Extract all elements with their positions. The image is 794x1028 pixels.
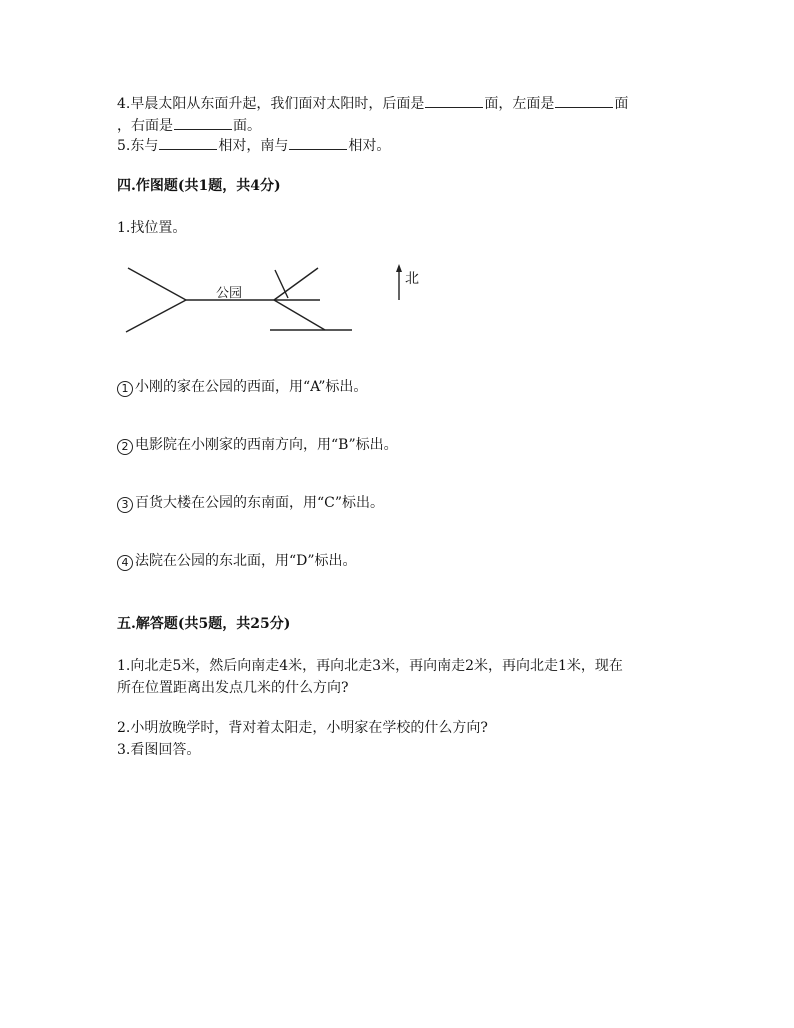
- answer-blank[interactable]: [425, 93, 483, 108]
- q5-text-2: 相对，南与: [218, 138, 289, 154]
- circled-number: 4: [117, 555, 133, 571]
- section-5-question-2: 2.小明放晚学时，背对着太阳走，小明家在学校的什么方向?: [117, 720, 488, 736]
- question-4-line-1: [117, 93, 628, 114]
- section-5-question-3: 3.看图回答。: [117, 742, 201, 758]
- road-northwest: [128, 268, 186, 300]
- circled-number: 1: [117, 381, 133, 397]
- q4-text-3: 面: [614, 96, 629, 112]
- instruction-text: 百货大楼在公园的东南面，用“C”标出。: [135, 495, 385, 511]
- instruction-text: 电影院在小刚家的西南方向，用“B”标出。: [135, 437, 398, 453]
- answer-blank[interactable]: [555, 93, 613, 108]
- section-4-title: 四.作图题(共1题，共4分): [117, 178, 281, 194]
- answer-blank[interactable]: [174, 115, 232, 130]
- north-arrow-icon: [396, 264, 402, 272]
- road-southwest: [126, 300, 186, 332]
- q5-text-1: 5.东与: [117, 138, 159, 154]
- instruction-3: [117, 493, 384, 513]
- instruction-1: [117, 377, 367, 397]
- section-5-question-1-line-1: 1.向北走5米，然后向南走4米，再向北走3米，再向南走2米，再向北走1米，现在: [117, 658, 623, 674]
- instruction-4: [117, 551, 357, 571]
- q5-text-3: 相对。: [348, 138, 391, 154]
- q4-text-2: 面，左面是: [484, 96, 555, 112]
- circled-number: 2: [117, 439, 133, 455]
- circled-number: 3: [117, 497, 133, 513]
- answer-blank[interactable]: [289, 135, 347, 150]
- q4-text-1: 4.早晨太阳从东面升起，我们面对太阳时，后面是: [117, 96, 425, 112]
- question-4-line-2: [117, 115, 261, 136]
- section-4-question-1: 1.找位置。: [117, 220, 187, 236]
- north-label: 北: [405, 271, 419, 287]
- answer-blank[interactable]: [159, 135, 217, 150]
- section-5-question-1-line-2: 所在位置距离出发点几米的什么方向?: [117, 680, 349, 696]
- instruction-2: [117, 435, 398, 455]
- road-southeast: [274, 300, 325, 330]
- q4-text-5: 面。: [233, 118, 261, 134]
- instruction-text: 法院在公园的东北面，用“D”标出。: [135, 553, 357, 569]
- section-5-title: 五.解答题(共5题，共25分): [117, 616, 291, 632]
- road-northeast: [274, 268, 318, 300]
- park-label: 公园: [216, 286, 243, 301]
- question-5: [117, 135, 390, 156]
- instruction-text: 小刚的家在公园的西面，用“A”标出。: [135, 379, 368, 395]
- q4-text-4: ，右面是: [117, 118, 173, 134]
- position-map-diagram: [120, 258, 420, 338]
